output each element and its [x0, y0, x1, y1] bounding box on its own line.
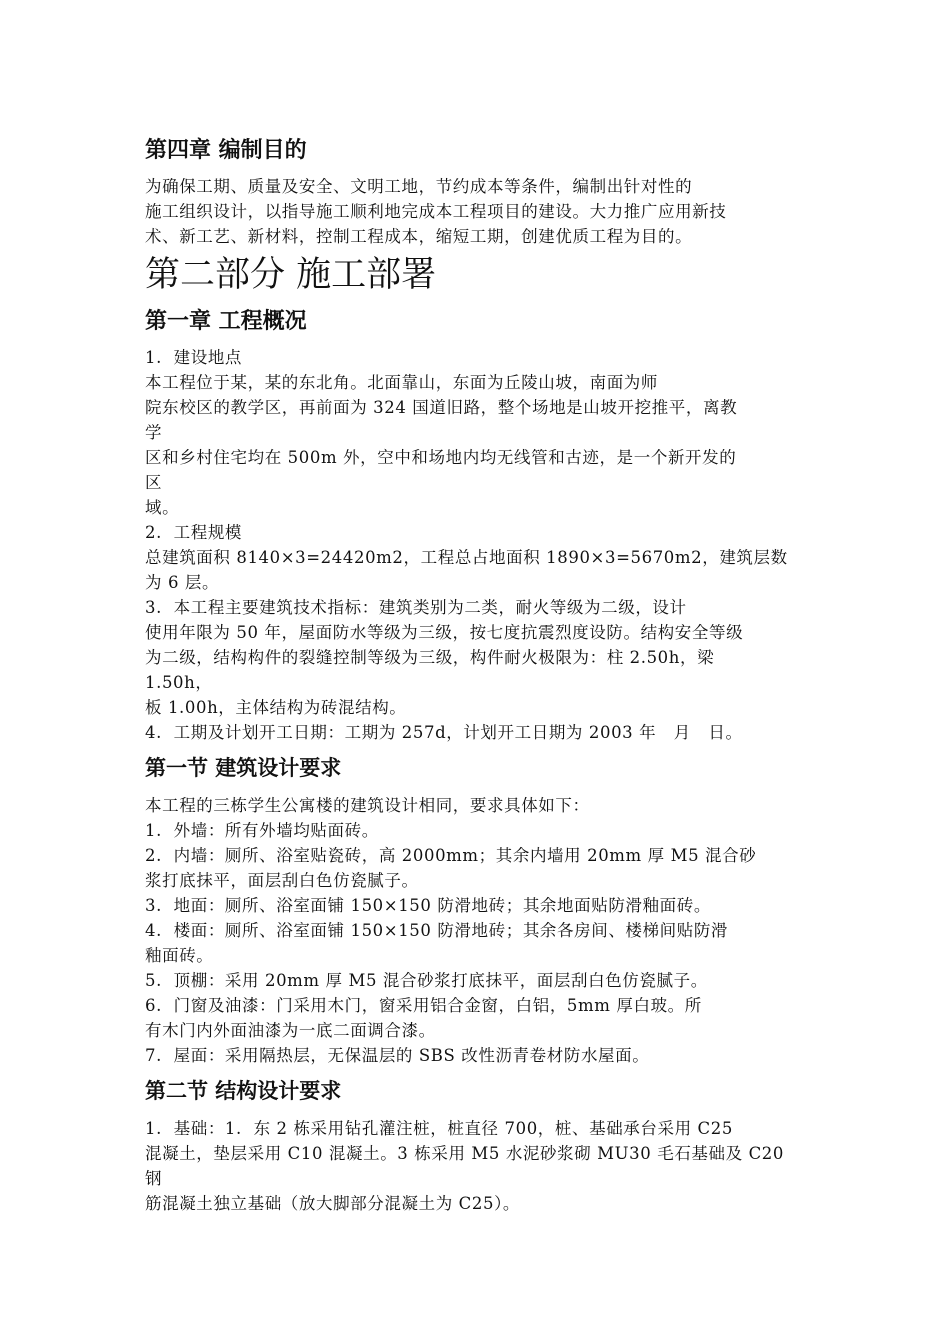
section-1-body: [145, 793, 810, 1068]
chapter-4-title: 第四章 编制目的: [145, 138, 307, 163]
paragraph-line: 为确保工期、质量及安全、文明工地，节约成本等条件，编制出针对性的: [145, 177, 693, 196]
paragraph-line: 本工程的三栋学生公寓楼的建筑设计相同，要求具体如下：: [145, 796, 590, 815]
paragraph-line: 2. 工程规模: [145, 523, 243, 542]
paragraph-line: 总建筑面积 8140×3=24420m2，工程总占地面积 1890×3=5670m2，建筑层数: [145, 548, 788, 567]
paragraph-line: 混凝土，垫层采用 C10 混凝土。3 栋采用 M5 水泥砂浆砌 MU30 毛石基础及 C20: [145, 1144, 784, 1163]
paragraph-line: 2. 内墙：厕所、浴室贴瓷砖，高 2000mm；其余内墙用 20mm 厚 M5 混合砂: [145, 846, 757, 865]
paragraph-line: 区: [145, 473, 163, 492]
paragraph-line: 6. 门窗及油漆：门采用木门，窗采用铝合金窗，白铝，5mm 厚白玻。所: [145, 996, 702, 1015]
paragraph-line: 为二级，结构构件的裂缝控制等级为三级，构件耐火极限为：柱 2.50h，梁: [145, 648, 715, 667]
paragraph-line: 1.50h，: [145, 673, 213, 692]
paragraph-line: 4. 工期及计划开工日期：工期为 257d，计划开工日期为 2003 年 月 日。: [145, 723, 743, 742]
paragraph-line: 5. 顶棚：采用 20mm 厚 M5 混合砂浆打底抹平，面层刮白色仿瓷腻子。: [145, 971, 708, 990]
paragraph-line: 7. 屋面：采用隔热层，无保温层的 SBS 改性沥青卷材防水屋面。: [145, 1046, 650, 1065]
chapter-4-body: [145, 174, 810, 249]
chapter-1-body: [145, 345, 810, 745]
paragraph-line: 筋混凝土独立基础（放大脚部分混凝土为 C25）。: [145, 1194, 521, 1213]
paragraph-line: 有木门内外面油漆为一底二面调合漆。: [145, 1021, 436, 1040]
paragraph-line: 为 6 层。: [145, 573, 220, 592]
paragraph-line: 3. 地面：厕所、浴室面铺 150×150 防滑地砖；其余地面贴防滑釉面砖。: [145, 896, 711, 915]
paragraph-line: 浆打底抹平，面层刮白色仿瓷腻子。: [145, 871, 419, 890]
document-body: [145, 132, 810, 1216]
paragraph-line: 1. 基础：1. 东 2 栋采用钻孔灌注桩，桩直径 700，桩、基础承台采用 C25: [145, 1119, 733, 1138]
paragraph-line: 1. 建设地点: [145, 348, 243, 367]
paragraph-line: 釉面砖。: [145, 946, 214, 965]
paragraph-line: 钢: [145, 1169, 163, 1188]
section-1-title: 第一节 建筑设计要求: [145, 756, 342, 780]
paragraph-line: 3. 本工程主要建筑技术指标：建筑类别为二类，耐火等级为二级，设计: [145, 598, 687, 617]
section-2-title: 第二节 结构设计要求: [145, 1079, 342, 1103]
paragraph-line: 学: [145, 423, 163, 442]
paragraph-line: 1. 外墙：所有外墙均贴面砖。: [145, 821, 379, 840]
part-2-title: 第二部分 施工部署: [145, 255, 437, 295]
paragraph-line: 本工程位于某，某的东北角。北面靠山，东面为丘陵山坡，南面为师: [145, 373, 658, 392]
section-2-body: [145, 1116, 810, 1216]
chapter-1-title: 第一章 工程概况: [145, 309, 307, 334]
paragraph-line: 术、新工艺、新材料，控制工程成本，缩短工期，创建优质工程为目的。: [145, 227, 693, 246]
paragraph-line: 院东校区的教学区，再前面为 324 国道旧路，整个场地是山坡开挖推平，离教: [145, 398, 738, 417]
paragraph-line: 板 1.00h，主体结构为砖混结构。: [145, 698, 407, 717]
paragraph-line: 使用年限为 50 年，屋面防水等级为三级，按七度抗震烈度设防。结构安全等级: [145, 623, 744, 642]
paragraph-line: 施工组织设计，以指导施工顺利地完成本工程项目的建设。大力推广应用新技: [145, 202, 727, 221]
paragraph-line: 域。: [145, 498, 180, 517]
paragraph-line: 区和乡村住宅均在 500m 外，空中和场地内均无线管和古迹，是一个新开发的: [145, 448, 737, 467]
paragraph-line: 4. 楼面：厕所、浴室面铺 150×150 防滑地砖；其余各房间、楼梯间贴防滑: [145, 921, 729, 940]
